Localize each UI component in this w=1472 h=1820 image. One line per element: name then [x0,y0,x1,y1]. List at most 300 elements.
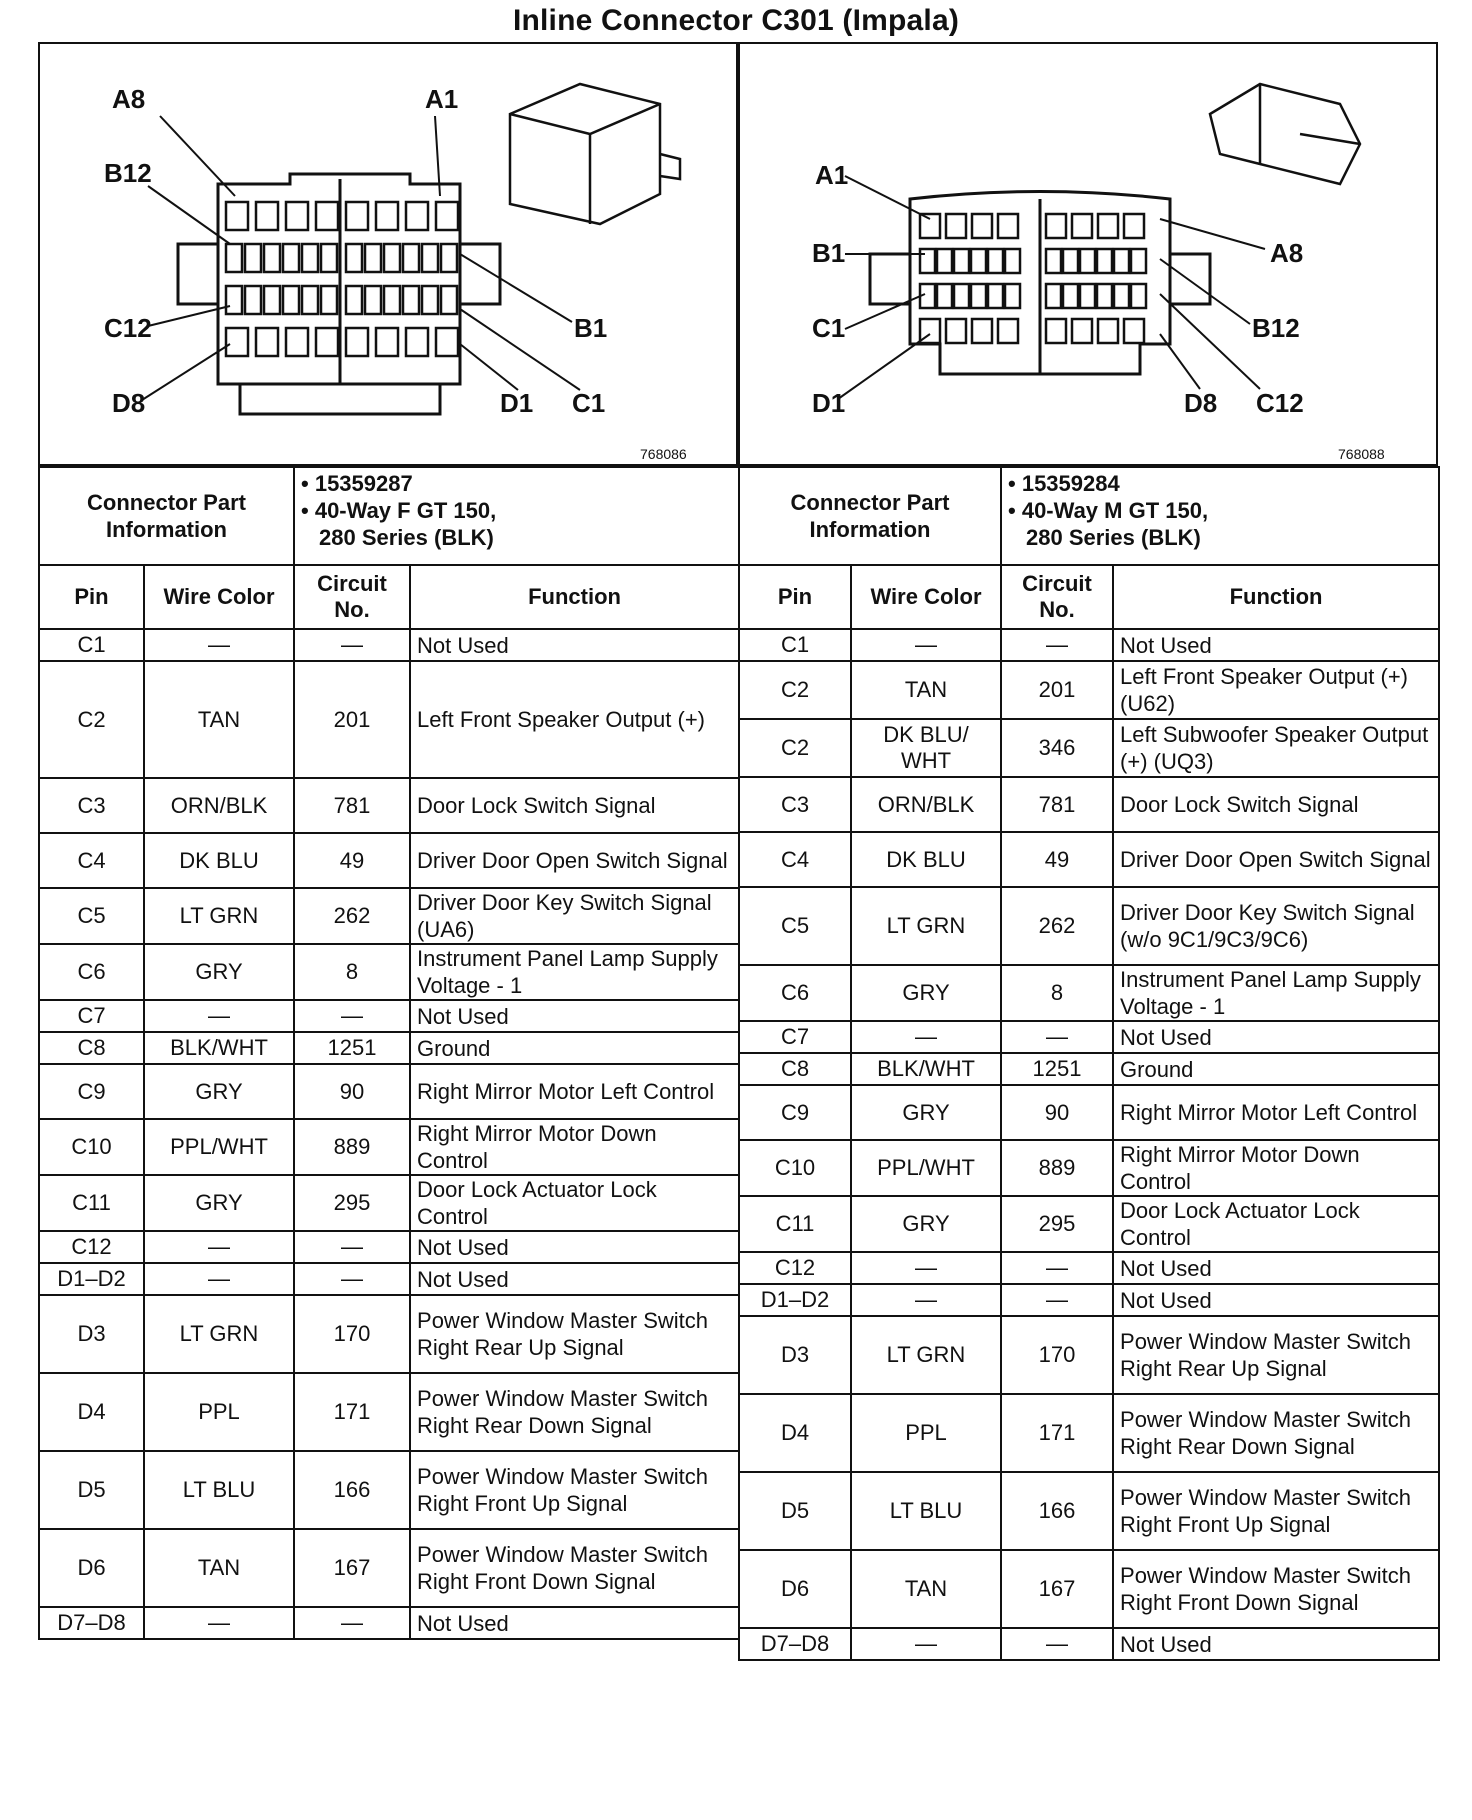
cavity [998,319,1018,343]
table-row [39,1064,739,1119]
pin-cell: C7 [39,1000,144,1032]
cavity [1046,249,1061,273]
pin-cell: D6 [739,1550,851,1628]
connector-diagram-male [738,42,1438,466]
pin-cell: D4 [739,1394,851,1472]
cavity [346,286,362,314]
cavity [245,286,261,314]
circuit-cell: 1251 [294,1032,410,1064]
cavity [1080,284,1095,308]
wire-color-cell: — [851,1252,1001,1284]
connector-part-info-label: Connector Part Information [739,467,1001,565]
circuit-cell: 262 [294,888,410,944]
circuit-cell: — [1001,629,1113,661]
cavity [1114,284,1129,308]
connector-part-info-value [294,467,739,565]
pin-cell: C9 [39,1064,144,1119]
pin-cell: C11 [739,1196,851,1252]
cavity [436,202,458,230]
circuit-cell: — [294,1607,410,1639]
pin-cell: C12 [739,1252,851,1284]
table-row [739,832,1439,887]
pin-cell: C8 [739,1053,851,1085]
table-row [739,887,1439,965]
table-row [39,1231,739,1263]
circuit-cell: 262 [1001,887,1113,965]
cavity [376,202,398,230]
function-cell: Instrument Panel Lamp Supply Voltage - 1 [1113,965,1439,1021]
cavity [321,244,337,272]
circuit-cell: 346 [1001,719,1113,777]
cavity [226,244,242,272]
col-header-pin: Pin [39,565,144,629]
function-cell: Not Used [1113,1628,1439,1660]
col-header-circuit: Circuit No. [294,565,410,629]
table-row [39,1263,739,1295]
pin-cell: C12 [39,1231,144,1263]
circuit-cell: 1251 [1001,1053,1113,1085]
cavity [406,202,428,230]
cavity [988,284,1003,308]
connector-diagram-female [38,42,738,466]
wire-color-cell: — [144,1000,294,1032]
pin-cell: D1–D2 [39,1263,144,1295]
function-cell: Left Front Speaker Output (+) [410,661,739,778]
pin-cell: D4 [39,1373,144,1451]
wire-color-cell: PPL [851,1394,1001,1472]
cavity [946,319,966,343]
cavity [264,244,280,272]
connector-part-info-label: Connector Part Information [39,467,294,565]
table-row [39,1295,739,1373]
part-desc-line1: • 40-Way M GT 150, [1008,498,1209,523]
table-row [739,965,1439,1021]
cavity [403,286,419,314]
function-cell: Instrument Panel Lamp Supply Voltage - 1 [410,944,739,1000]
circuit-cell: 167 [1001,1550,1113,1628]
cavity [384,244,400,272]
circuit-cell: 201 [1001,661,1113,719]
pin-cell: C1 [739,629,851,661]
function-cell: Power Window Master Switch Right Front Down Signal [1113,1550,1439,1628]
circuit-cell: 90 [294,1064,410,1119]
cavity [1063,249,1078,273]
wire-color-cell: LT GRN [144,888,294,944]
pin-cell: C4 [739,832,851,887]
wire-color-cell: — [144,1231,294,1263]
function-cell: Driver Door Open Switch Signal [410,833,739,888]
cavity [346,202,368,230]
function-cell: Not Used [1113,629,1439,661]
col-header-wire-color: Wire Color [851,565,1001,629]
pin-cell: D6 [39,1529,144,1607]
cavity [988,249,1003,273]
circuit-cell: 49 [294,833,410,888]
cavity [1097,284,1112,308]
wire-color-cell: LT GRN [851,887,1001,965]
circuit-cell: — [1001,1021,1113,1053]
table-row [739,1053,1439,1085]
pin-cell: D7–D8 [739,1628,851,1660]
table-row [39,1451,739,1529]
table-row [739,719,1439,777]
cavity [441,244,457,272]
wire-color-cell: TAN [144,1529,294,1607]
function-cell: Door Lock Switch Signal [1113,777,1439,832]
cavity [283,286,299,314]
circuit-cell: 171 [294,1373,410,1451]
pin-cell: C2 [739,661,851,719]
pin-cell: C8 [39,1032,144,1064]
pinout-table-male [738,466,1440,1661]
col-header-circuit: Circuit No. [1001,565,1113,629]
pin-label-b12-male: B12 [1252,313,1300,343]
table-row [39,1607,739,1639]
pin-cell: C3 [39,778,144,833]
cavity [954,284,969,308]
pin-cell: C9 [739,1085,851,1140]
wire-color-cell: DK BLU/ WHT [851,719,1001,777]
cavity [1124,214,1144,238]
circuit-cell: 295 [294,1175,410,1231]
cavity [1005,284,1020,308]
pin-label-b1-male: B1 [812,238,846,268]
cavity [403,244,419,272]
circuit-cell: — [1001,1252,1113,1284]
function-cell: Driver Door Key Switch Signal (UA6) [410,888,739,944]
cavity [1114,249,1129,273]
table-row [739,1196,1439,1252]
table-row [739,1316,1439,1394]
function-cell: Power Window Master Switch Right Front Down Signal [410,1529,739,1607]
pin-label-d8-male: D8 [1184,388,1218,418]
part-desc-line2: 280 Series (BLK) [1026,525,1201,550]
pin-label-b1: B1 [574,313,608,343]
pin-cell: C4 [39,833,144,888]
wire-color-cell: DK BLU [851,832,1001,887]
circuit-cell: 170 [1001,1316,1113,1394]
table-row [739,1284,1439,1316]
function-cell: Left Front Speaker Output (+) (U62) [1113,661,1439,719]
col-header-function: Function [410,565,739,629]
circuit-cell: 49 [1001,832,1113,887]
pin-cell: C11 [39,1175,144,1231]
wire-color-cell: ORN/BLK [851,777,1001,832]
col-header-pin: Pin [739,565,851,629]
connector-part-info-value [1001,467,1439,565]
table-row [739,1140,1439,1196]
wire-color-cell: LT BLU [144,1451,294,1529]
table-row [39,833,739,888]
circuit-cell: 167 [294,1529,410,1607]
circuit-cell: 8 [294,944,410,1000]
function-cell: Right Mirror Motor Down Control [410,1119,739,1175]
cavity [346,328,368,356]
cavity [920,249,935,273]
pin-label-a1-male: A1 [815,160,849,190]
cavity [226,286,242,314]
cavity [286,328,308,356]
wire-color-cell: LT GRN [144,1295,294,1373]
cavity [972,319,992,343]
cavity [321,286,337,314]
wire-color-cell: LT BLU [851,1472,1001,1550]
circuit-cell: 171 [1001,1394,1113,1472]
table-row [39,944,739,1000]
circuit-cell: 201 [294,661,410,778]
pin-label-a8-male: A8 [1270,238,1304,268]
wire-color-cell: ORN/BLK [144,778,294,833]
function-cell: Not Used [410,1000,739,1032]
function-cell: Ground [410,1032,739,1064]
pin-label-c1-male: C1 [812,313,846,343]
table-body-right [739,629,1439,1660]
circuit-cell: — [294,1231,410,1263]
pin-cell: C5 [39,888,144,944]
pin-cell: D7–D8 [39,1607,144,1639]
table-row [739,629,1439,661]
function-cell: Not Used [410,629,739,661]
table-row [39,1119,739,1175]
function-cell: Left Subwoofer Speaker Output (+) (UQ3) [1113,719,1439,777]
cavity [1005,249,1020,273]
cavity [1124,319,1144,343]
circuit-cell: 295 [1001,1196,1113,1252]
cavity [1046,284,1061,308]
part-number: • 15359287 [301,471,413,496]
table-row [739,1472,1439,1550]
circuit-cell: 889 [1001,1140,1113,1196]
circuit-cell: 166 [1001,1472,1113,1550]
circuit-cell: 90 [1001,1085,1113,1140]
pin-cell: D5 [39,1451,144,1529]
pin-label-d8: D8 [112,388,146,418]
wire-color-cell: — [144,1607,294,1639]
function-cell: Power Window Master Switch Right Front Up Signal [410,1451,739,1529]
cavity [971,284,986,308]
function-cell: Power Window Master Switch Right Rear Down Signal [410,1373,739,1451]
cavity [283,244,299,272]
pin-label-b12: B12 [104,158,152,188]
function-cell: Power Window Master Switch Right Rear Up Signal [410,1295,739,1373]
wire-color-cell: DK BLU [144,833,294,888]
pinout-table-female [38,466,740,1640]
wire-color-cell: TAN [851,1550,1001,1628]
cavity [1131,284,1146,308]
pin-label-d1: D1 [500,388,534,418]
wire-color-cell: TAN [144,661,294,778]
connector-face-drawing-male [740,44,1440,468]
wire-color-cell: GRY [851,965,1001,1021]
function-cell: Driver Door Key Switch Signal (w/o 9C1/9C3/9C6) [1113,887,1439,965]
cavity [406,328,428,356]
cavity [365,286,381,314]
cavity [365,244,381,272]
circuit-cell: 781 [294,778,410,833]
pin-cell: C7 [739,1021,851,1053]
wire-color-cell: — [851,1628,1001,1660]
table-row [739,1394,1439,1472]
table-row [39,778,739,833]
cavity [1072,319,1092,343]
table-body-left [39,629,739,1639]
cavity [1131,249,1146,273]
cavity [316,328,338,356]
part-number: • 15359284 [1008,471,1120,496]
cavity [376,328,398,356]
table-row [739,1628,1439,1660]
wire-color-cell: GRY [851,1085,1001,1140]
table-row [739,1252,1439,1284]
cavity [226,202,248,230]
table-row [39,629,739,661]
pin-label-d1-male: D1 [812,388,846,418]
wire-color-cell: — [851,1284,1001,1316]
function-cell: Right Mirror Motor Left Control [410,1064,739,1119]
cavity [920,214,940,238]
cavity [1098,214,1118,238]
cavity [1063,284,1078,308]
cavity [998,214,1018,238]
figure-code-right: 768088 [1338,446,1385,462]
function-cell: Door Lock Switch Signal [410,778,739,833]
pin-cell: D3 [739,1316,851,1394]
function-cell: Power Window Master Switch Right Rear Down Signal [1113,1394,1439,1472]
function-cell: Driver Door Open Switch Signal [1113,832,1439,887]
pin-label-c1: C1 [572,388,606,418]
cavity [422,286,438,314]
pin-cell: C10 [739,1140,851,1196]
pin-cell: C2 [39,661,144,778]
wire-color-cell: BLK/WHT [851,1053,1001,1085]
circuit-cell: — [1001,1284,1113,1316]
cavity [422,244,438,272]
function-cell: Not Used [410,1263,739,1295]
table-row [39,1175,739,1231]
table-row [39,1032,739,1064]
wire-color-cell: PPL [144,1373,294,1451]
circuit-cell: — [294,1000,410,1032]
wire-color-cell: PPL/WHT [144,1119,294,1175]
cavity [1097,249,1112,273]
cavity [954,249,969,273]
pin-cell: C3 [739,777,851,832]
wire-color-cell: — [144,1263,294,1295]
table-row [739,661,1439,719]
function-cell: Not Used [1113,1252,1439,1284]
wire-color-cell: PPL/WHT [851,1140,1001,1196]
table-row [39,1529,739,1607]
cavity [346,244,362,272]
function-cell: Not Used [1113,1021,1439,1053]
cavity [1098,319,1118,343]
table-row [39,1000,739,1032]
cavity [256,202,278,230]
part-desc-line2: 280 Series (BLK) [319,525,494,550]
function-cell: Not Used [410,1231,739,1263]
pin-label-c12-male: C12 [1256,388,1304,418]
col-header-wire-color: Wire Color [144,565,294,629]
cavity [1046,214,1066,238]
pin-cell: C1 [39,629,144,661]
cavity [264,286,280,314]
pin-label-a8: A8 [112,84,146,114]
circuit-cell: 170 [294,1295,410,1373]
function-cell: Right Mirror Motor Down Control [1113,1140,1439,1196]
part-desc-line1: • 40-Way F GT 150, [301,498,497,523]
cavity [256,328,278,356]
pin-cell: C2 [739,719,851,777]
pin-cell: C10 [39,1119,144,1175]
pin-label-c12: C12 [104,313,152,343]
circuit-cell: 166 [294,1451,410,1529]
table-row [39,661,739,778]
pin-cell: C6 [39,944,144,1000]
circuit-cell: 889 [294,1119,410,1175]
cavity [1046,319,1066,343]
wire-color-cell: GRY [851,1196,1001,1252]
table-row [39,1373,739,1451]
circuit-cell: — [1001,1628,1113,1660]
wire-color-cell: — [851,629,1001,661]
circuit-cell: 8 [1001,965,1113,1021]
function-cell: Right Mirror Motor Left Control [1113,1085,1439,1140]
function-cell: Not Used [410,1607,739,1639]
circuit-cell: — [294,1263,410,1295]
wire-color-cell: — [851,1021,1001,1053]
function-cell: Not Used [1113,1284,1439,1316]
wire-color-cell: — [144,629,294,661]
pin-cell: D1–D2 [739,1284,851,1316]
wire-color-cell: GRY [144,1064,294,1119]
cavity [226,328,248,356]
wire-color-cell: GRY [144,944,294,1000]
function-cell: Door Lock Actuator Lock Control [410,1175,739,1231]
pin-cell: D5 [739,1472,851,1550]
cavity [937,284,952,308]
pin-cell: C6 [739,965,851,1021]
cavity [441,286,457,314]
pin-cell: C5 [739,887,851,965]
cavity [946,214,966,238]
wire-color-cell: TAN [851,661,1001,719]
function-cell: Door Lock Actuator Lock Control [1113,1196,1439,1252]
function-cell: Power Window Master Switch Right Rear Up Signal [1113,1316,1439,1394]
cavity [302,244,318,272]
cavity [937,249,952,273]
function-cell: Ground [1113,1053,1439,1085]
wire-color-cell: LT GRN [851,1316,1001,1394]
circuit-cell: 781 [1001,777,1113,832]
pin-label-a1: A1 [425,84,459,114]
cavity [972,214,992,238]
table-row [739,777,1439,832]
table-row [739,1085,1439,1140]
circuit-cell: — [294,629,410,661]
cavity [245,244,261,272]
connector-face-drawing-female [40,44,740,468]
table-row [739,1550,1439,1628]
figure-code-left: 768086 [640,446,687,462]
table-row [39,888,739,944]
table-row [739,1021,1439,1053]
col-header-function: Function [1113,565,1439,629]
pin-cell: D3 [39,1295,144,1373]
wire-color-cell: GRY [144,1175,294,1231]
cavity [436,328,458,356]
page-title: Inline Connector C301 (Impala) [512,4,960,37]
wire-color-cell: BLK/WHT [144,1032,294,1064]
